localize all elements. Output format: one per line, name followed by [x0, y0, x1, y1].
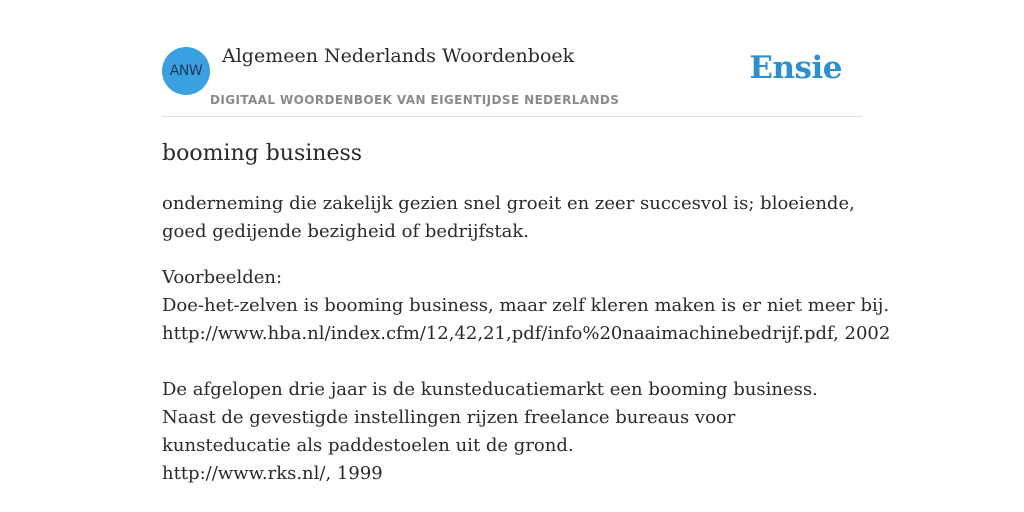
entry-headword: booming business	[162, 141, 363, 166]
examples-label: Voorbeelden:	[162, 267, 283, 288]
example-text: Doe-het-zelven is booming business, maar zelf kleren maken is er niet meer bij.	[162, 295, 890, 316]
ensie-brand-logo[interactable]: Ensie	[749, 50, 842, 86]
example-item	[162, 376, 862, 488]
site-header	[162, 0, 862, 117]
example-item	[162, 292, 891, 348]
entry-definition: onderneming die zakelijk gezien snel groeit en zeer succesvol is; bloeiende, goed gedijende bezigheid of bedrijfstak.	[162, 193, 855, 242]
example-source: http://www.rks.nl/, 1999	[162, 463, 383, 484]
example-spacer	[162, 348, 862, 376]
entry-content	[162, 138, 891, 488]
site-title[interactable]: Algemeen Nederlands Woordenboek	[222, 45, 575, 67]
example-source: http://www.hba.nl/index.cfm/12,42,21,pdf/info%20naaimachinebedrijf.pdf, 2002	[162, 323, 891, 344]
site-subtitle: DIGITAAL WOORDENBOEK VAN EIGENTIJDSE NEDERLANDS	[210, 93, 620, 107]
examples-section	[162, 264, 891, 488]
anw-logo[interactable]: ANW	[162, 47, 210, 95]
example-text: De afgelopen drie jaar is de kunsteducatiemarkt een booming business. Naast de gevestigde instellingen rijzen freelance bureaus voor kunsteducatie als paddestoelen uit de grond.	[162, 379, 818, 456]
